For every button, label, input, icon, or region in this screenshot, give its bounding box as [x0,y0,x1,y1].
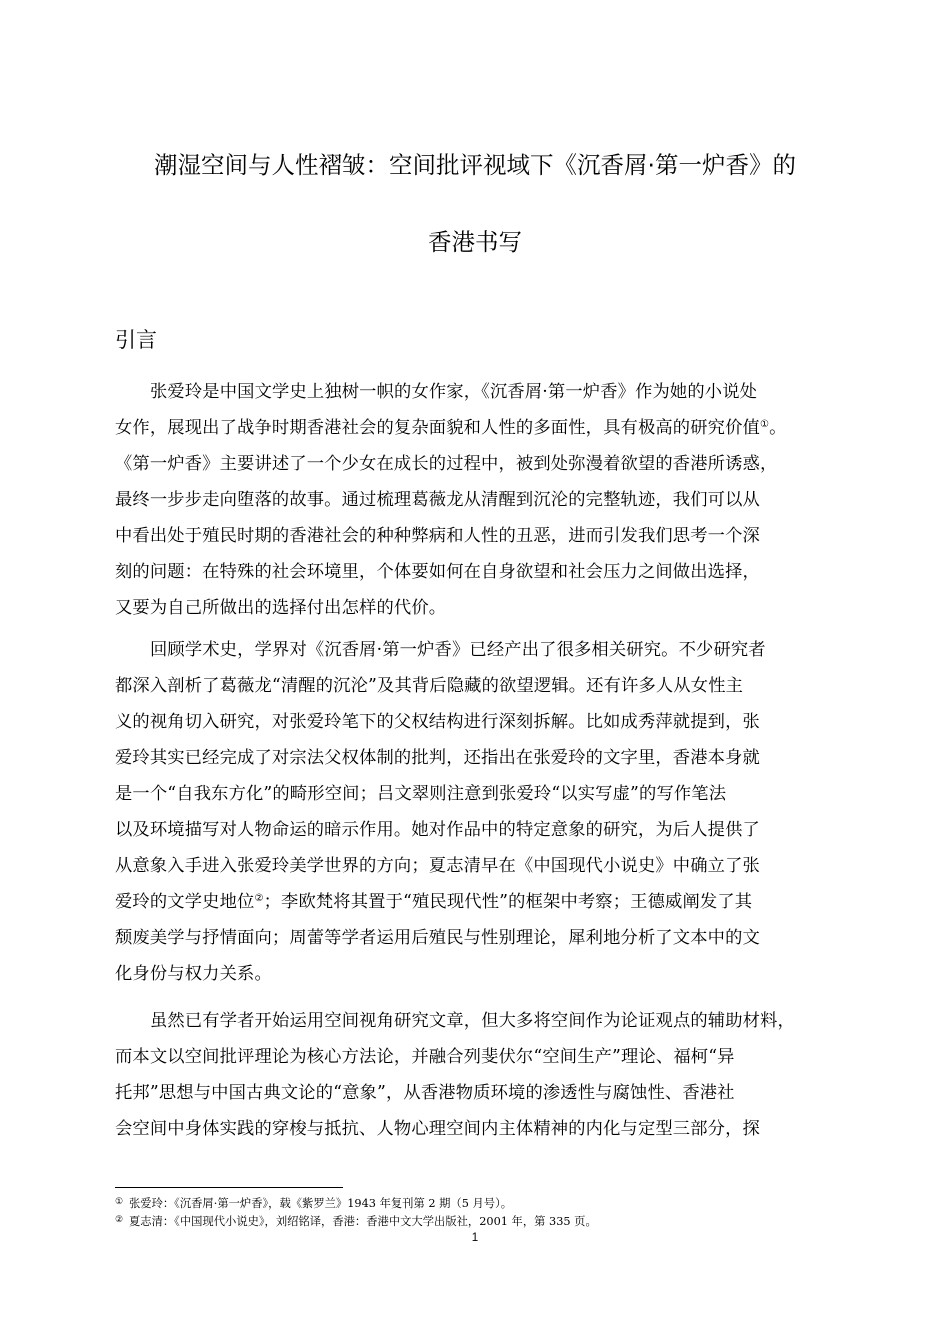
line-text: 刻的问题：在特殊的社会环境里，个体要如何在自身欲望和社会压力之间做出选择， [115,562,760,582]
footnote-reference[interactable]: ② [254,893,264,904]
line-text: 中看出处于殖民时期的香港社会的种种弊病和人性的丑恶，进而引发我们思考一个深 [115,526,760,546]
text-line [115,446,835,482]
page-number: 1 [471,1232,479,1244]
text-line [115,554,835,590]
paragraph-2 [115,632,835,992]
text-line [115,374,835,410]
text-line [115,848,835,884]
line-text: 都深入剖析了葛薇龙“清醒的沉沦”及其背后隐藏的欲望逻辑。还有许多人从女性主 [115,676,744,696]
line-text: 回顾学术史，学界对《沉香屑·第一炉香》已经产出了很多相关研究。不少研究者 [150,640,766,660]
text-line [115,632,835,668]
text-line [115,1039,835,1075]
footnote-2 [115,1212,855,1230]
footnote-text: 夏志清：《中国现代小说史》，刘绍铭译，香港：香港中文大学出版社，2001 年，第 335 页。 [129,1215,597,1228]
line-text: 张爱玲是中国文学史上独树一帜的女作家，《沉香屑·第一炉香》作为她的小说处 [150,382,758,402]
line-text: 是一个“自我东方化”的畸形空间；吕文翠则注意到张爱玲“以实写虚”的写作笔法 [115,784,727,804]
line-text: 以及环境描写对人物命运的暗示作用。她对作品中的特定意象的研究，为后人提供了 [115,820,760,840]
document-title-line-1: 潮湿空间与人性褶皱：空间批评视域下《沉香屑·第一炉香》的 [154,151,796,179]
line-text: 虽然已有学者开始运用空间视角研究文章，但大多将空间作为论证观点的辅助材料， [150,1011,795,1031]
paragraph-3 [115,1003,835,1147]
line-text-continued: ；李欧梵将其置于“殖民现代性”的框架中考察；王德威阐发了其 [263,892,753,912]
text-line [115,812,835,848]
line-text: 爱玲其实已经完成了对宗法父权体制的批判，还指出在张爱玲的文字里，香港本身就 [115,748,760,768]
footnote-marker: ① [115,1197,124,1207]
section-heading: 引言 [115,328,157,352]
text-line [115,740,835,776]
document-title-line-2: 香港书写 [428,228,522,256]
line-text: 义的视角切入研究，对张爱玲笔下的父权结构进行深刻拆解。比如成秀萍就提到，张 [115,712,760,732]
text-line [115,776,835,812]
text-line [115,884,835,920]
line-text: 《第一炉香》主要讲述了一个少女在成长的过程中，被到处弥漫着欲望的香港所诱惑， [115,454,778,474]
line-text: 颓废美学与抒情面向；周蕾等学者运用后殖民与性别理论，犀利地分析了文本中的文 [115,928,760,948]
line-text: 最终一步步走向堕落的故事。通过梳理葛薇龙从清醒到沉沦的完整轨迹，我们可以从 [115,490,760,510]
line-text: 而本文以空间批评理论为核心方法论，并融合列斐伏尔“空间生产”理论、福柯“异 [115,1047,735,1067]
footnote-1 [115,1194,855,1212]
line-text: 女作，展现出了战争时期香港社会的复杂面貌和人性的多面性，具有极高的研究价值 [115,418,760,438]
line-text: 爱玲的文学史地位 [115,892,255,912]
text-line [115,920,835,956]
text-line [115,518,835,554]
text-line [115,956,835,992]
line-text: 托邦”思想与中国古典文论的“意象”，从香港物质环境的渗透性与腐蚀性、香港社 [115,1083,735,1103]
line-text-continued: 。 [769,418,787,438]
text-line [115,1111,835,1147]
footnote-reference[interactable]: ① [759,419,770,430]
line-text: 从意象入手进入张爱玲美学世界的方向；夏志清早在《中国现代小说史》中确立了张 [115,856,760,876]
paragraph-1 [115,374,835,626]
text-line [115,482,835,518]
text-line [115,410,835,446]
line-text: 化身份与权力关系。 [115,964,272,984]
footnotes [115,1194,855,1230]
text-line [115,1003,835,1039]
text-line [115,668,835,704]
footnote-separator [115,1187,343,1188]
text-line [115,704,835,740]
line-text: 又要为自己所做出的选择付出怎样的代价。 [115,598,447,618]
text-line [115,590,835,626]
line-text: 会空间中身体实践的穿梭与抵抗、人物心理空间内主体精神的内化与定型三部分，探 [115,1119,760,1139]
text-line [115,1075,835,1111]
footnote-text: 张爱玲：《沉香屑·第一炉香》，载《紫罗兰》1943 年复刊第 2 期（5 月号）。 [129,1197,513,1210]
footnote-marker: ② [115,1215,124,1225]
